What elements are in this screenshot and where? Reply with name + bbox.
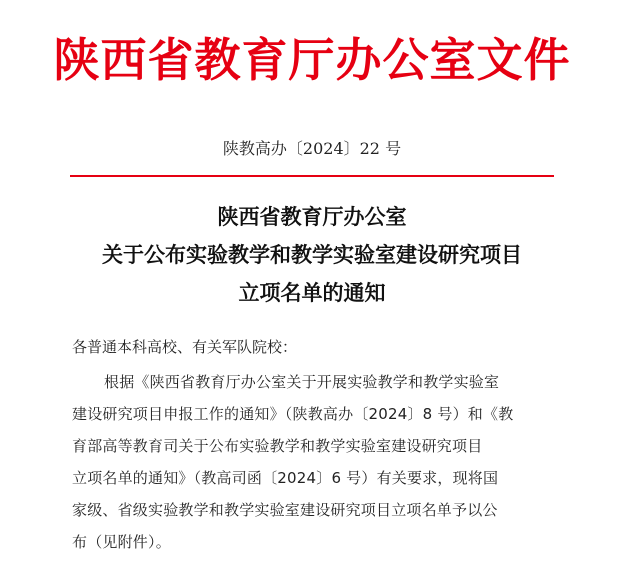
title-line-2: 关于公布实验教学和教学实验室建设研究项目 [102, 242, 522, 267]
body-paragraph [72, 366, 556, 558]
paragraph-line: 布（见附件）。 [72, 533, 171, 551]
document-number: 陕教高办〔2024〕22 号 [222, 139, 402, 158]
document-title [0, 198, 624, 312]
red-divider-rule [70, 175, 554, 177]
paragraph-line: 建设研究项目申报工作的通知》（陕教高办〔2024〕8 号）和《教 [72, 405, 514, 423]
document-masthead: 陕西省教育厅办公室文件 [53, 33, 571, 87]
paragraph-line: 根据《陕西省教育厅办公室关于开展实验教学和教学实验室 [104, 373, 500, 391]
salutation: 各普通本科高校、有关军队院校： [72, 338, 298, 356]
title-line-3: 立项名单的通知 [238, 280, 386, 305]
paragraph-line: 立项名单的通知》（教高司函〔2024〕6 号）有关要求，现将国 [72, 469, 499, 487]
title-line-1: 陕西省教育厅办公室 [217, 204, 407, 229]
paragraph-line: 育部高等教育司关于公布实验教学和教学实验室建设研究项目 [72, 437, 483, 455]
document-body [72, 336, 556, 558]
paragraph-line: 家级、省级实验教学和教学实验室建设研究项目立项名单予以公 [72, 501, 498, 519]
